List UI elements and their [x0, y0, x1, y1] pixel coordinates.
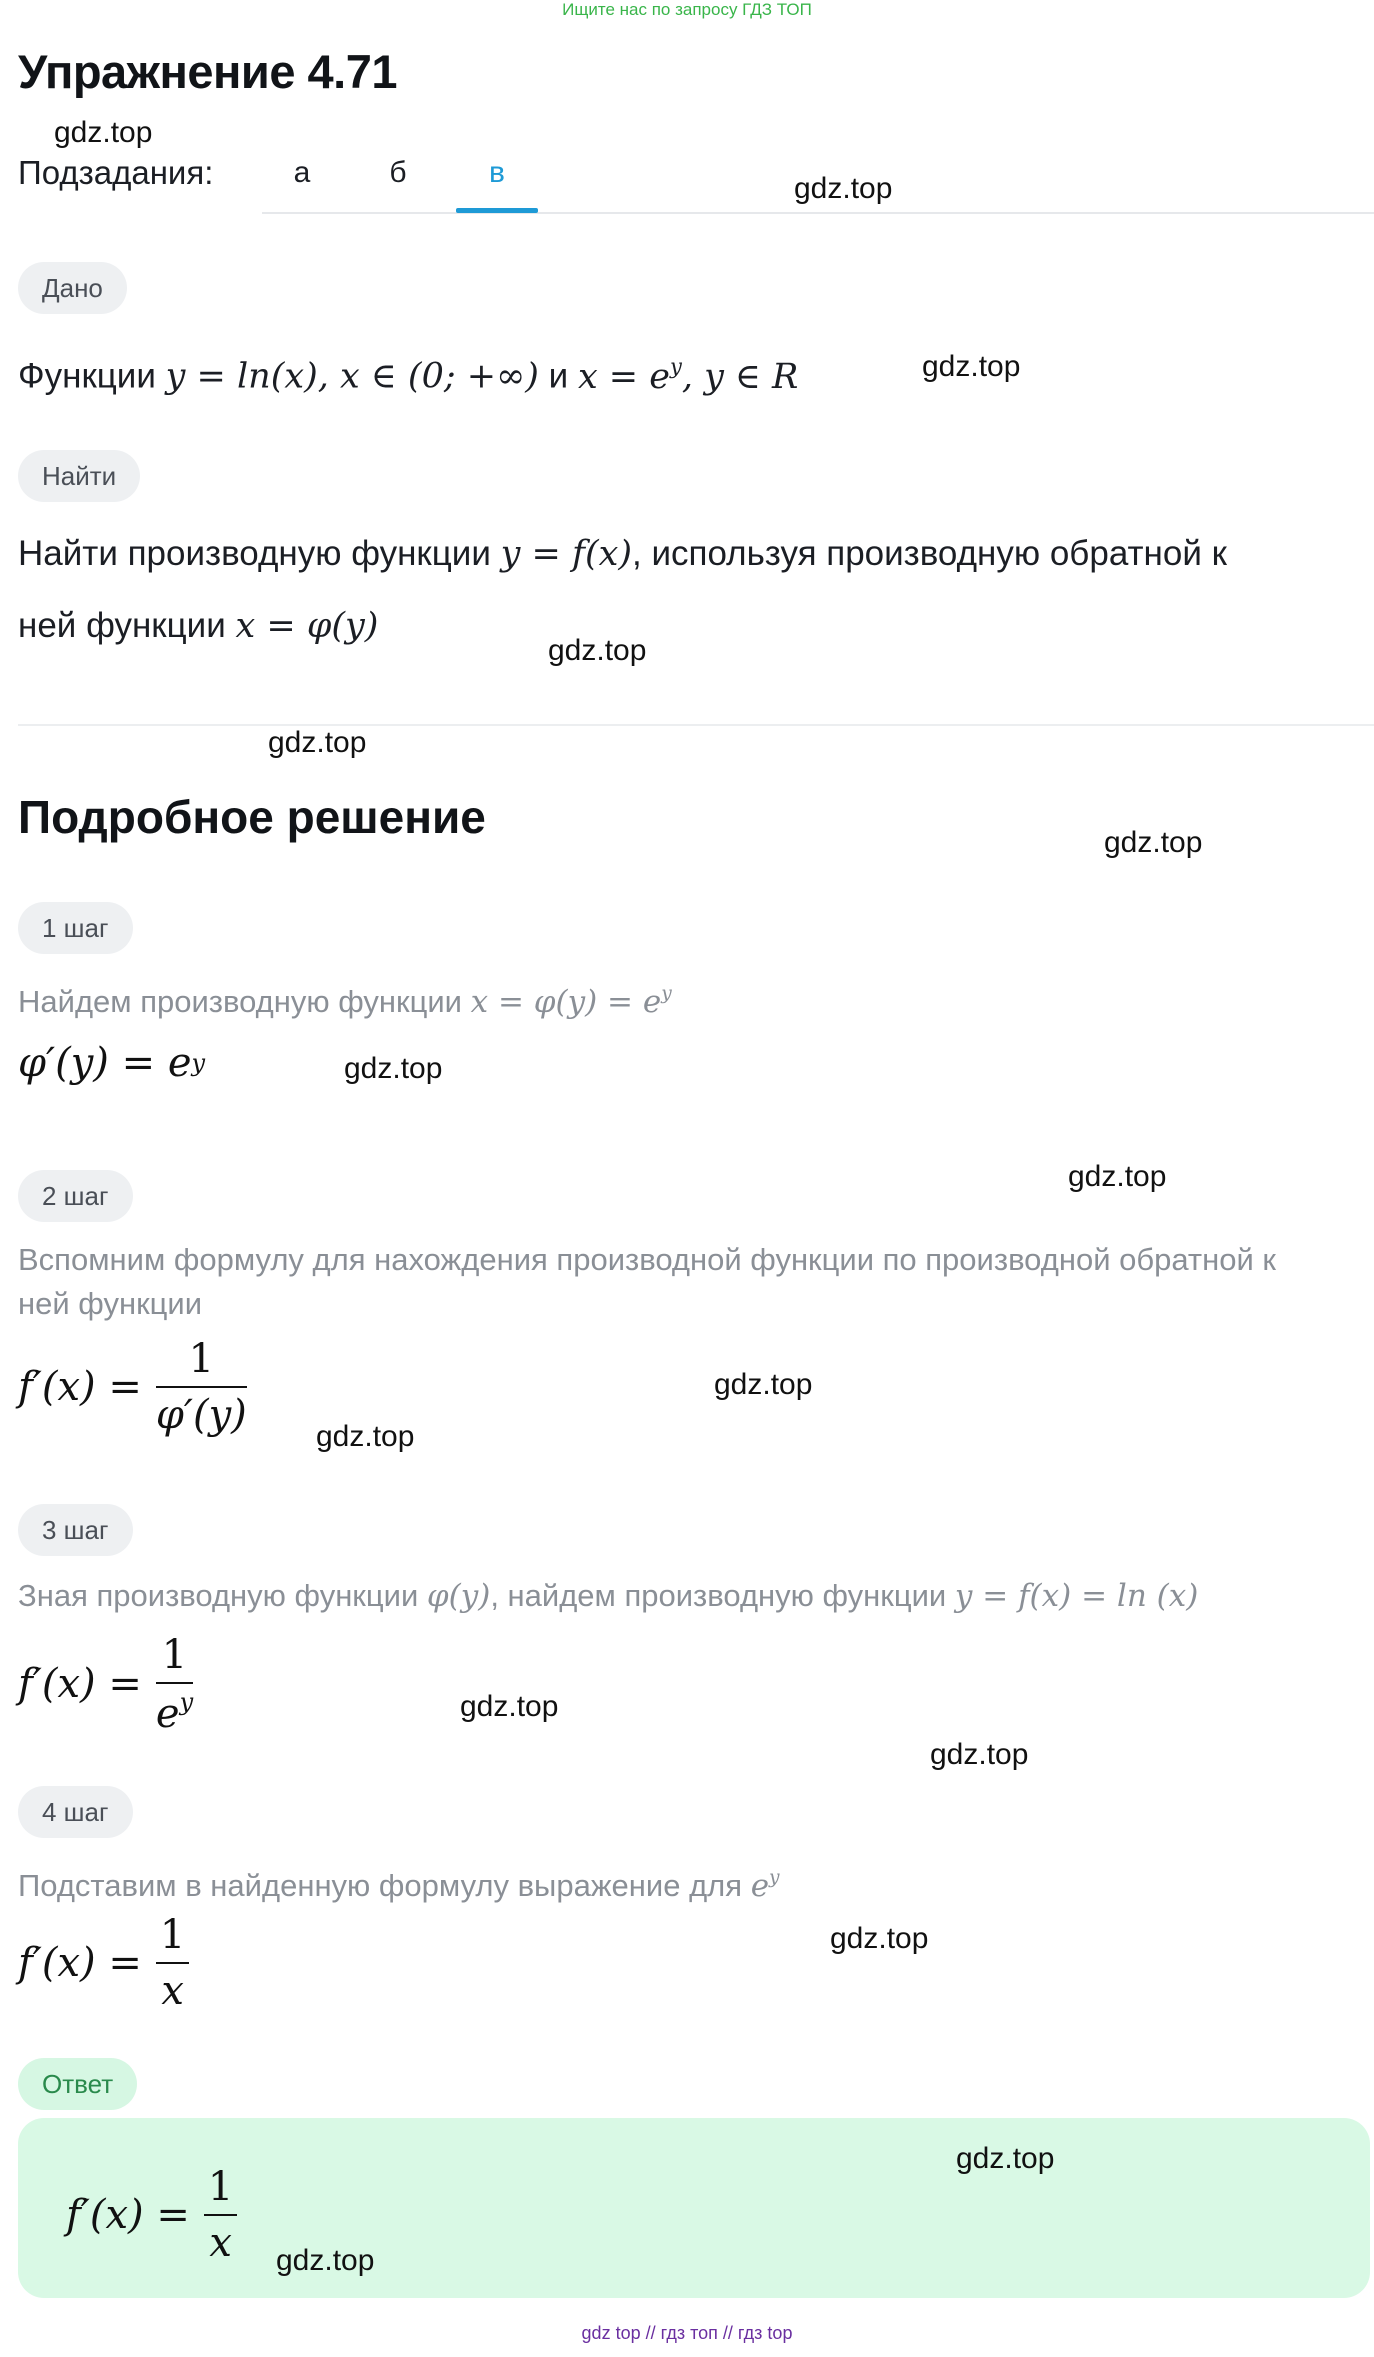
- tab-b[interactable]: б: [389, 156, 407, 189]
- watermark: gdz.top: [276, 2244, 375, 2277]
- given-badge: Дано: [18, 262, 127, 314]
- step-2-text: Вспомним формулу для нахождения производной функции по производной обратной к ней функции: [18, 1242, 1276, 1321]
- find-formula-1: y = f(x): [500, 534, 632, 574]
- step-2-badge: 2 шаг: [18, 1170, 133, 1222]
- watermark: gdz.top: [714, 1368, 813, 1401]
- solution-title: Подробное решение: [18, 791, 486, 843]
- given-formula-1: y = ln(x), x ∈ (0; +∞): [165, 356, 539, 397]
- watermark: gdz.top: [830, 1922, 929, 1955]
- given-text: [18, 330, 798, 413]
- fraction: $\frac{1}{x}$: [156, 1912, 189, 2014]
- footer-links[interactable]: gdz top // гдз топ // гдз top: [581, 2323, 793, 2343]
- tab-a[interactable]: а: [293, 156, 311, 189]
- watermark: gdz.top: [1104, 826, 1203, 859]
- section-divider: [18, 724, 1374, 726]
- watermark: gdz.top: [1068, 1160, 1167, 1193]
- step-4-text: Подставим в найденную формулу выражение для $e^y$: [18, 1867, 780, 1905]
- step-3-text: Зная производную функции φ(y), найдем производную функции y = f(x) = ln (x): [18, 1578, 1199, 1614]
- watermark: gdz.top: [956, 2142, 1055, 2175]
- given-formula-2: $x = e^y$, y ∈ R: [577, 354, 799, 397]
- fraction: $\frac{1}{e^y}$: [155, 1632, 194, 1737]
- step-2-formula: f′(x) = $\frac{1}{\varphi'(y)}$: [18, 1336, 247, 1438]
- watermark: gdz.top: [794, 172, 893, 205]
- given-conj: и: [548, 356, 569, 396]
- watermark: gdz.top: [344, 1052, 443, 1085]
- step-4-badge: 4 шаг: [18, 1786, 133, 1838]
- find-text: Найти производную функции y = f(x), используя производную обратной к ней функции x = φ(y): [18, 534, 1227, 646]
- find-badge: Найти: [18, 450, 140, 502]
- step-1-text: Найдем производную функции $x = \varphi(y) = e^y$: [18, 983, 672, 1021]
- answer-formula: f′(x) = $\frac{1}{x}$: [66, 2164, 237, 2266]
- step-3-formula: f′(x) = $\frac{1}{e^y}$: [18, 1632, 194, 1737]
- find-formula-2: x = φ(y): [235, 606, 379, 646]
- step-3-badge: 3 шаг: [18, 1504, 133, 1556]
- given-prefix: Функции: [18, 356, 156, 396]
- watermark: gdz.top: [54, 116, 153, 149]
- promo-banner[interactable]: Ищите нас по запросу ГДЗ ТОП: [562, 0, 812, 19]
- watermark: gdz.top: [460, 1690, 559, 1723]
- step-1-formula: φ′(y) = e y: [18, 1040, 206, 1086]
- watermark: gdz.top: [268, 726, 367, 759]
- step-1-badge: 1 шаг: [18, 902, 133, 954]
- subtasks-label: Подзадания:: [18, 154, 214, 191]
- watermark: gdz.top: [316, 1420, 415, 1453]
- step-4-formula: f′(x) = $\frac{1}{x}$: [18, 1912, 189, 2014]
- active-tab-indicator: [456, 208, 538, 213]
- fraction: $\frac{1}{x}$: [204, 2164, 237, 2266]
- tabs-divider: [262, 212, 1374, 214]
- watermark: gdz.top: [922, 350, 1021, 383]
- page-title: Упражнение 4.71: [18, 45, 397, 98]
- watermark: gdz.top: [548, 634, 647, 667]
- watermark: gdz.top: [930, 1738, 1029, 1771]
- answer-badge: Ответ: [18, 2058, 137, 2110]
- fraction: $\frac{1}{\varphi'(y)}$: [155, 1336, 247, 1438]
- tab-v[interactable]: в: [489, 156, 505, 189]
